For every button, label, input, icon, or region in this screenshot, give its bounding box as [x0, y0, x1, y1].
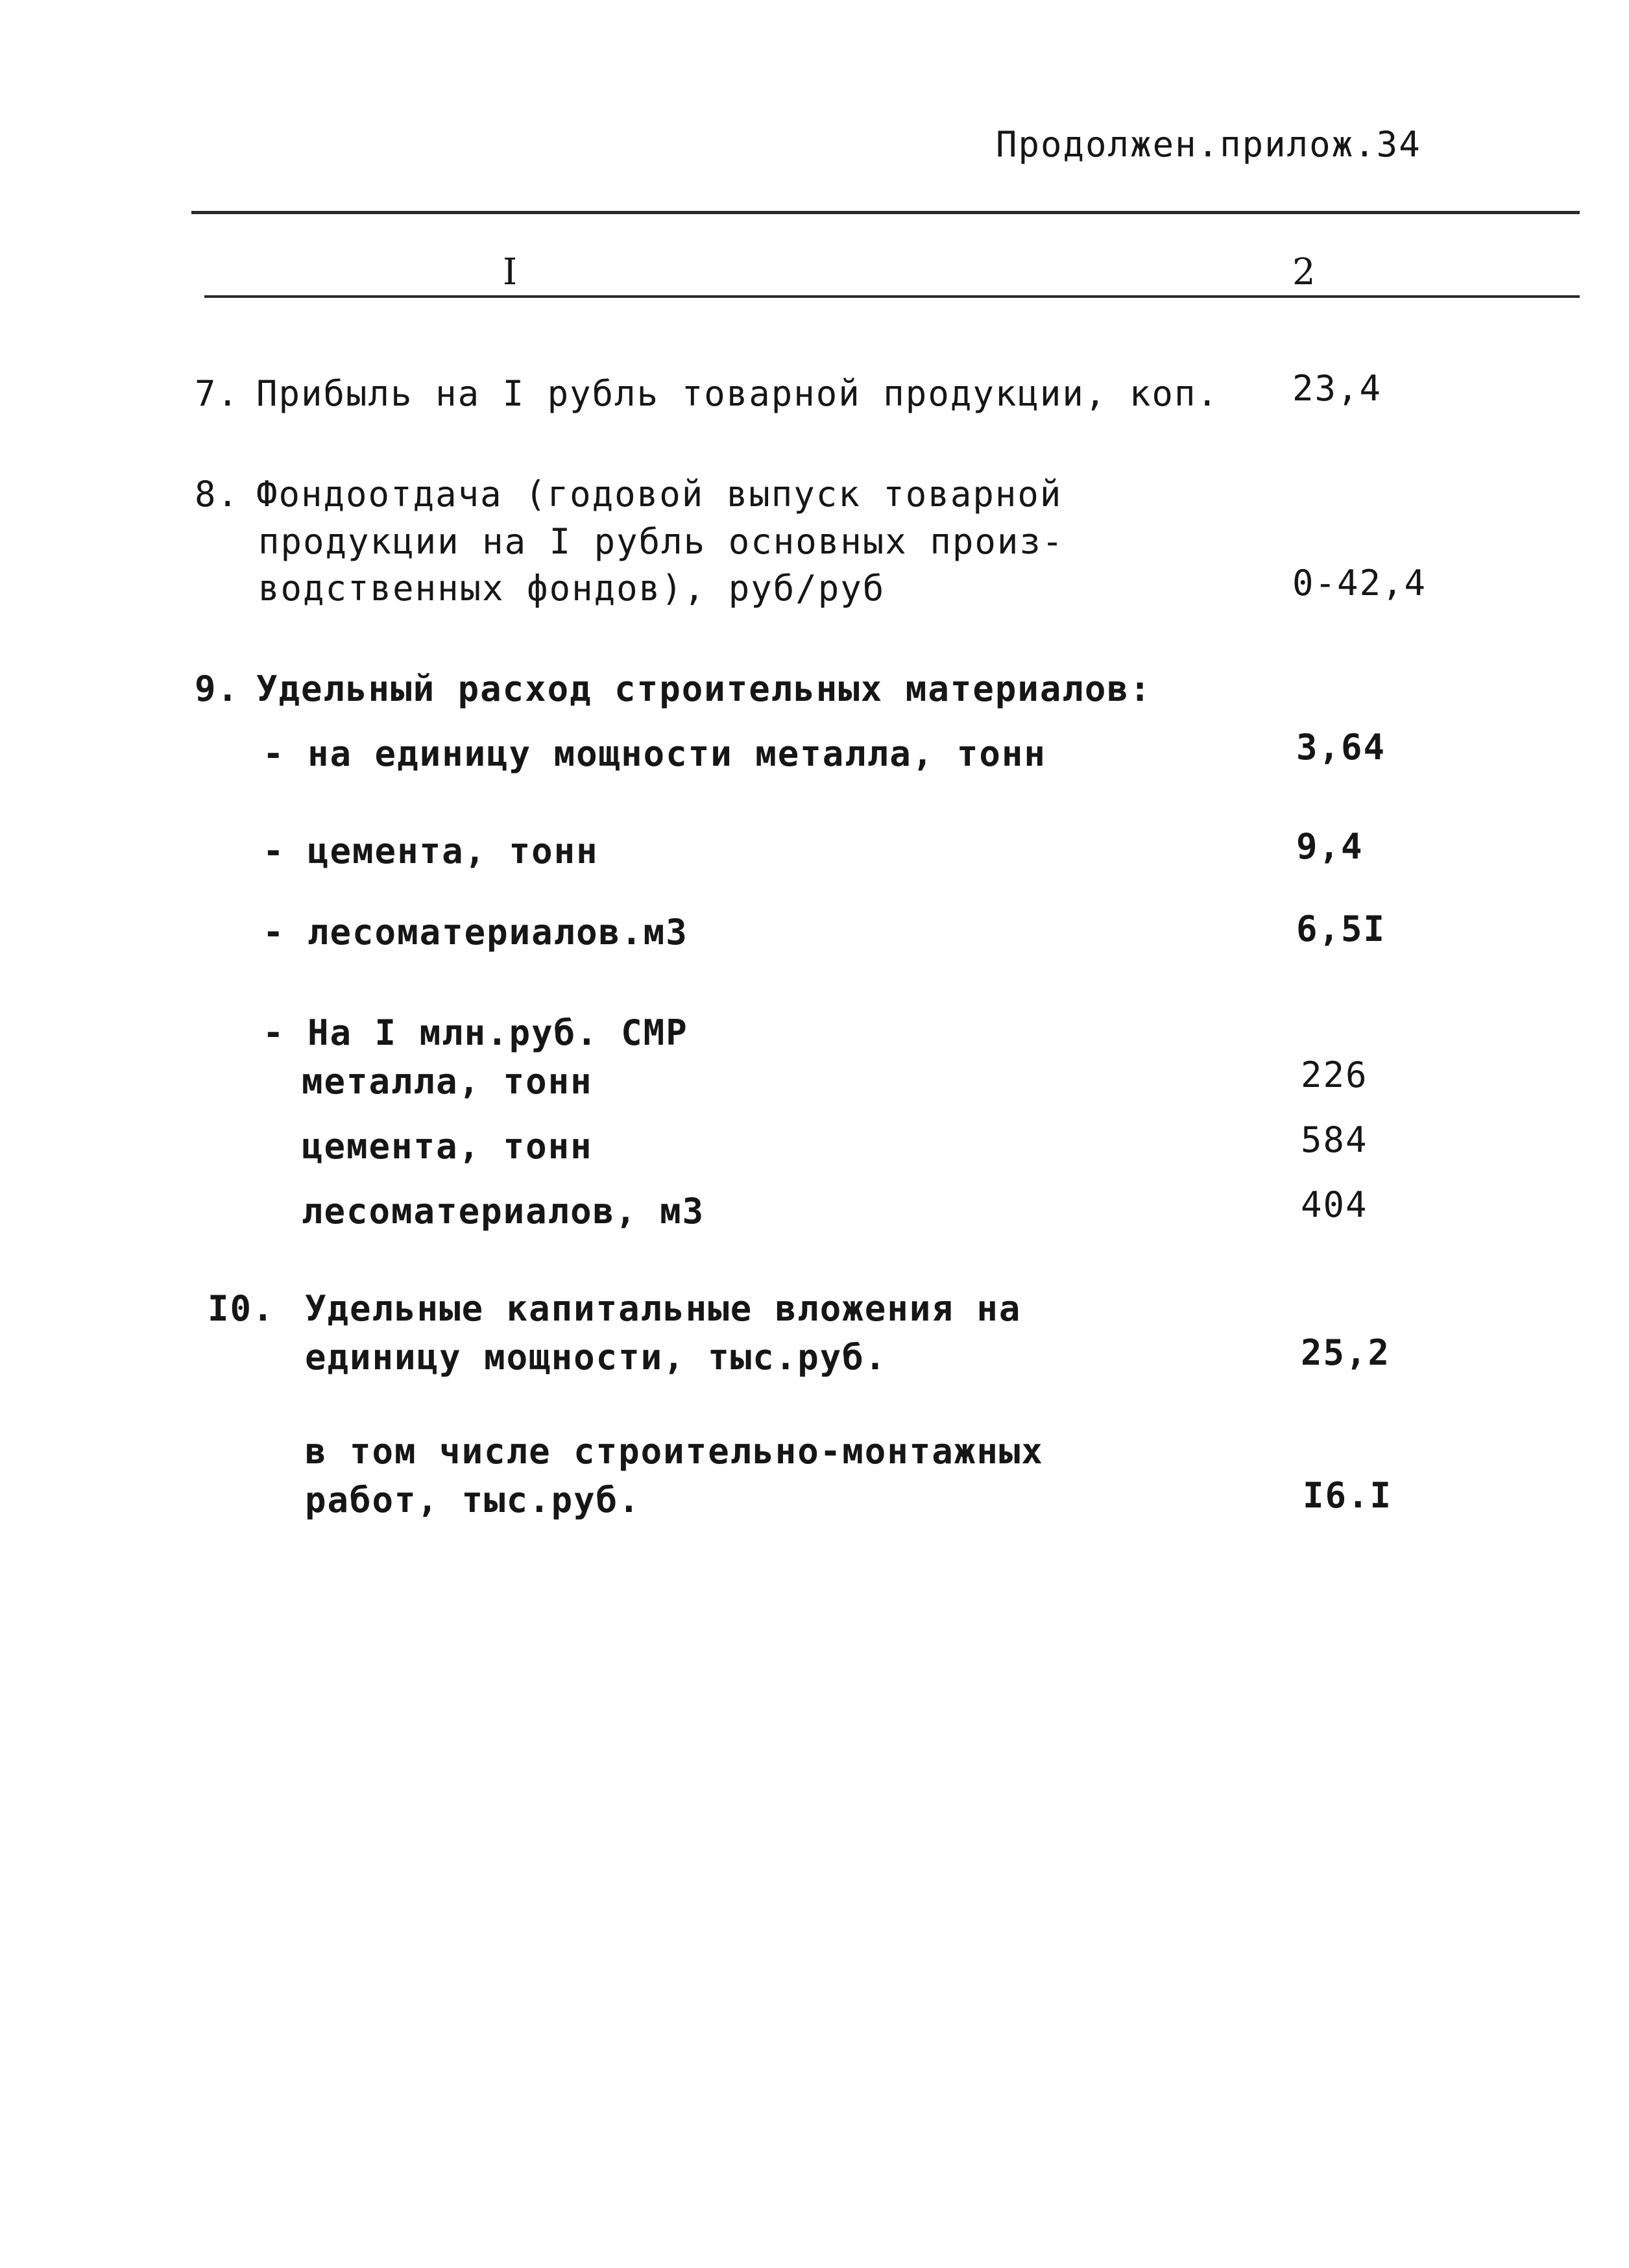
- row-number: 7.: [195, 373, 240, 414]
- row-value: 9,4: [1296, 826, 1364, 867]
- column-header-1: I: [503, 251, 519, 293]
- row-value: 6,5I: [1296, 908, 1386, 949]
- row-label-line: лесоматериалов, м3: [302, 1191, 705, 1232]
- row-number: 8.: [195, 474, 240, 515]
- row-number: I0.: [208, 1288, 275, 1329]
- row-label-line: Фондоотдача (годовой выпуск товарной: [256, 474, 1063, 515]
- row-value: 25,2: [1301, 1332, 1391, 1373]
- row-number: 9.: [195, 668, 240, 709]
- row-label-line: - на единицу мощности металла, тонн: [263, 733, 1046, 774]
- row-label-line: металла, тонн: [302, 1061, 593, 1102]
- row-label-line: - цемента, тонн: [263, 831, 599, 872]
- row-label-line: - На I млн.руб. СМР: [263, 1012, 688, 1053]
- row-label-line: Прибыль на I рубль товарной продукции, коп.: [256, 373, 1219, 414]
- row-value: 404: [1301, 1184, 1368, 1225]
- row-label-line: Удельные капитальные вложения на: [305, 1288, 1022, 1329]
- row-value: 584: [1301, 1119, 1368, 1160]
- row-label-line: - лесоматериалов.м3: [263, 912, 688, 953]
- row-label-line: единицу мощности, тыс.руб.: [305, 1337, 887, 1378]
- row-value: 226: [1301, 1055, 1368, 1095]
- row-label-line: цемента, тонн: [302, 1126, 593, 1167]
- table-top-rule: [191, 211, 1580, 214]
- row-value: 23,4: [1292, 368, 1382, 409]
- column-header-2: 2: [1292, 251, 1317, 293]
- row-label-line: водственных фондов), руб/руб: [258, 568, 886, 609]
- row-label-line: Удельный расход строительных материалов:: [256, 668, 1152, 709]
- row-value: 3,64: [1296, 727, 1386, 768]
- header-bottom-rule: [204, 295, 1580, 298]
- row-label-line: работ, тыс.руб.: [305, 1480, 641, 1520]
- row-value: I6.I: [1303, 1475, 1393, 1516]
- row-label-line: в том числе строительно-монтажных: [305, 1431, 1044, 1472]
- row-label-line: продукции на I рубль основных произ-: [258, 521, 1065, 562]
- row-value: 0-42,4: [1292, 563, 1427, 604]
- running-header: Продолжен.прилож.34: [996, 124, 1421, 165]
